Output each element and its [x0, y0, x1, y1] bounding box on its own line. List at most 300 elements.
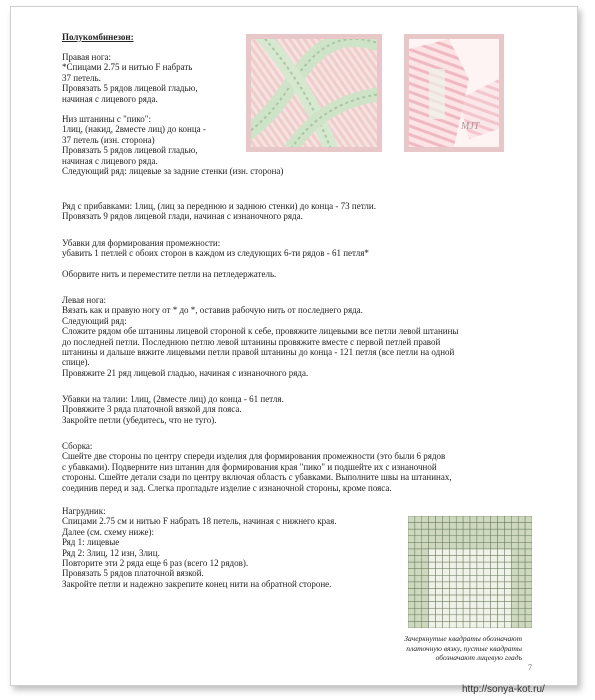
- stockinette-cell: [442, 602, 449, 609]
- stockinette-cell: [429, 556, 436, 563]
- crotch-decreases-block: [62, 238, 369, 259]
- stockinette-cell: [498, 608, 505, 615]
- stockinette-cell: [449, 562, 456, 569]
- stockinette-cell: [470, 595, 477, 602]
- stockinette-cell: [491, 549, 498, 556]
- stockinette-cell: [491, 595, 498, 602]
- garter-stitch-cell: [463, 542, 470, 549]
- crotch-decreases-line: убавить 1 петлей с обоих сторон в каждом из следующих 6-ти рядов - 61 петля*: [62, 248, 369, 259]
- left-leg-line: Вязать как и правую ногу от * до *, оставив рабочую нить от последнего ряда.: [62, 305, 363, 316]
- garter-stitch-cell: [415, 588, 422, 595]
- assembly-line: с убавками). Подверните низ штанин для формирования края "пико" и подшейте их с изнаночной: [62, 461, 437, 472]
- increases-block: [62, 201, 376, 222]
- stockinette-cell: [477, 575, 484, 582]
- stockinette-cell: [470, 582, 477, 589]
- garter-stitch-cell: [422, 615, 429, 622]
- stockinette-cell: [456, 575, 463, 582]
- garter-stitch-cell: [415, 516, 422, 523]
- increases-line: Провязать 9 рядов лицевой глади, начиная с изнаночного ряда.: [62, 211, 303, 222]
- stockinette-cell: [436, 569, 443, 576]
- stockinette-cell: [498, 575, 505, 582]
- left-leg-block: [62, 295, 458, 378]
- bib-line: Повторите эти 2 ряда еще 6 раз (всего 12 рядов).: [62, 558, 249, 569]
- garter-stitch-cell: [511, 516, 518, 523]
- stockinette-cell: [477, 556, 484, 563]
- garter-stitch-cell: [442, 529, 449, 536]
- garter-stitch-cell: [429, 523, 436, 530]
- stockinette-cell: [498, 556, 505, 563]
- garter-stitch-cell: [408, 615, 415, 622]
- garter-stitch-cell: [436, 542, 443, 549]
- stockinette-cell: [449, 549, 456, 556]
- waist-line: Провяжите 3 ряда платочной вязкой для пояса.: [62, 404, 242, 415]
- left-leg-line: Провяжите 21 ряд лицевой гладью, начиная с изнаночного ряда.: [62, 367, 309, 378]
- garter-stitch-cell: [415, 621, 422, 628]
- left-leg-line: Сложите рядом обе штанины лицевой стороной к себе, провяжите лицевыми все петли левой штанины: [62, 326, 459, 337]
- garter-stitch-cell: [518, 621, 525, 628]
- stockinette-cell: [456, 615, 463, 622]
- garter-stitch-cell: [504, 523, 511, 530]
- garter-stitch-cell: [504, 516, 511, 523]
- garter-stitch-cell: [518, 615, 525, 622]
- garter-stitch-cell: [408, 549, 415, 556]
- waist-block: [62, 394, 284, 425]
- garter-stitch-cell: [456, 523, 463, 530]
- bib-line: Нагрудник:: [62, 506, 106, 516]
- garter-stitch-cell: [408, 562, 415, 569]
- stockinette-cell: [491, 615, 498, 622]
- stockinette-cell: [456, 549, 463, 556]
- stockinette-cell: [456, 588, 463, 595]
- stockinette-cell: [491, 562, 498, 569]
- stockinette-cell: [491, 602, 498, 609]
- stockinette-cell: [449, 602, 456, 609]
- garter-stitch-cell: [498, 523, 505, 530]
- garter-stitch-cell: [408, 608, 415, 615]
- garter-stitch-cell: [408, 602, 415, 609]
- stockinette-cell: [449, 615, 456, 622]
- stockinette-cell: [456, 582, 463, 589]
- assembly-line: стороны. Сшейте детали сзади по центру включая область с убавками. Выполните швы на штанинах,: [62, 472, 452, 483]
- garter-stitch-cell: [525, 562, 532, 569]
- stockinette-cell: [477, 582, 484, 589]
- stockinette-cell: [429, 621, 436, 628]
- garter-stitch-cell: [422, 516, 429, 523]
- garter-stitch-cell: [504, 529, 511, 536]
- stockinette-cell: [477, 549, 484, 556]
- garter-stitch-cell: [511, 556, 518, 563]
- photo-garment-frame: [404, 34, 504, 152]
- garter-stitch-cell: [525, 608, 532, 615]
- garter-stitch-cell: [415, 615, 422, 622]
- garter-stitch-cell: [484, 536, 491, 543]
- stockinette-cell: [449, 595, 456, 602]
- garter-stitch-cell: [504, 542, 511, 549]
- garter-stitch-cell: [429, 516, 436, 523]
- garter-stitch-cell: [429, 529, 436, 536]
- garter-stitch-cell: [518, 556, 525, 563]
- right-leg-block: [62, 52, 198, 104]
- garter-stitch-cell: [422, 556, 429, 563]
- stockinette-cell: [484, 615, 491, 622]
- stockinette-cell: [491, 582, 498, 589]
- garter-stitch-cell: [422, 562, 429, 569]
- stockinette-cell: [477, 595, 484, 602]
- stockinette-cell: [463, 595, 470, 602]
- garter-stitch-cell: [518, 608, 525, 615]
- stockinette-cell: [442, 582, 449, 589]
- braid-knit-photo: [251, 39, 377, 147]
- garter-stitch-cell: [436, 516, 443, 523]
- stockinette-cell: [484, 569, 491, 576]
- stockinette-cell: [484, 575, 491, 582]
- stockinette-cell: [484, 595, 491, 602]
- garter-stitch-cell: [408, 556, 415, 563]
- garter-stitch-cell: [422, 595, 429, 602]
- garter-stitch-cell: [415, 556, 422, 563]
- stockinette-cell: [429, 549, 436, 556]
- section-title: Полукомбинезон:: [62, 32, 134, 42]
- stockinette-cell: [442, 562, 449, 569]
- stockinette-cell: [484, 582, 491, 589]
- stockinette-cell: [436, 602, 443, 609]
- garter-stitch-cell: [415, 595, 422, 602]
- picot-bottom-line: 1лиц, (накид, 2вместе лиц) до конца -: [62, 124, 206, 135]
- assembly-line: соединив перед и зад. Слегка прогладьте изделие с изнаночной стороны, кроме пояса.: [62, 482, 392, 493]
- stockinette-cell: [429, 615, 436, 622]
- garter-stitch-cell: [408, 529, 415, 536]
- garter-stitch-cell: [518, 575, 525, 582]
- garter-stitch-cell: [456, 536, 463, 543]
- garter-stitch-cell: [442, 542, 449, 549]
- garter-stitch-cell: [518, 549, 525, 556]
- stockinette-cell: [491, 608, 498, 615]
- garter-stitch-cell: [408, 621, 415, 628]
- stockinette-cell: [504, 575, 511, 582]
- stockinette-cell: [463, 556, 470, 563]
- garter-stitch-cell: [408, 523, 415, 530]
- garter-stitch-cell: [422, 569, 429, 576]
- stockinette-cell: [436, 582, 443, 589]
- stockinette-cell: [456, 595, 463, 602]
- garter-stitch-cell: [484, 529, 491, 536]
- crotch-decreases-line: Убавки для формирования промежности:: [62, 238, 221, 248]
- garter-stitch-cell: [422, 529, 429, 536]
- garter-stitch-cell: [477, 516, 484, 523]
- garter-stitch-cell: [518, 602, 525, 609]
- stockinette-cell: [449, 588, 456, 595]
- garter-stitch-cell: [422, 536, 429, 543]
- stockinette-cell: [429, 562, 436, 569]
- garter-stitch-cell: [477, 536, 484, 543]
- garter-stitch-cell: [422, 621, 429, 628]
- garter-stitch-cell: [477, 523, 484, 530]
- garter-stitch-cell: [415, 523, 422, 530]
- garter-stitch-cell: [429, 542, 436, 549]
- increases-line: Ряд с прибавками: 1лиц, (лиц за переднюю и заднюю стенки) до конца - 73 петли.: [62, 201, 376, 211]
- stockinette-cell: [456, 608, 463, 615]
- stockinette-cell: [484, 588, 491, 595]
- left-leg-line: Следующий ряд:: [62, 315, 127, 326]
- stockinette-cell: [456, 602, 463, 609]
- garter-stitch-cell: [525, 575, 532, 582]
- assembly-line: Сшейте две стороны по центру спереди изделия для формирования промежности (это были 6 рядов: [62, 451, 446, 462]
- stockinette-cell: [470, 621, 477, 628]
- stockinette-cell: [456, 621, 463, 628]
- stockinette-cell: [484, 549, 491, 556]
- stockinette-cell: [449, 621, 456, 628]
- stockinette-cell: [477, 608, 484, 615]
- garter-stitch-cell: [518, 562, 525, 569]
- garter-stitch-cell: [415, 582, 422, 589]
- garter-stitch-cell: [456, 516, 463, 523]
- garter-stitch-cell: [525, 602, 532, 609]
- garter-stitch-cell: [422, 608, 429, 615]
- chart-caption-line: обозначают лицевую гладь: [435, 653, 522, 662]
- stockinette-cell: [463, 602, 470, 609]
- garter-stitch-cell: [518, 536, 525, 543]
- break-yarn-text: Оборвите нить и переместите петли на петледержатель.: [62, 269, 277, 279]
- garter-stitch-cell: [436, 536, 443, 543]
- stockinette-cell: [449, 569, 456, 576]
- garter-stitch-cell: [477, 542, 484, 549]
- garter-stitch-cell: [511, 588, 518, 595]
- stockinette-cell: [498, 582, 505, 589]
- garter-stitch-cell: [436, 529, 443, 536]
- assembly-block: [62, 441, 452, 493]
- stockinette-cell: [463, 615, 470, 622]
- stockinette-cell: [429, 588, 436, 595]
- stockinette-cell: [436, 556, 443, 563]
- garter-stitch-cell: [525, 549, 532, 556]
- left-leg-line: спице).: [62, 357, 90, 368]
- stockinette-cell: [491, 588, 498, 595]
- stockinette-cell: [498, 562, 505, 569]
- garter-stitch-cell: [518, 569, 525, 576]
- stockinette-cell: [436, 615, 443, 622]
- garter-stitch-cell: [408, 536, 415, 543]
- garter-stitch-cell: [422, 549, 429, 556]
- stockinette-cell: [484, 608, 491, 615]
- picot-bottom-line: Низ штанины с "пико":: [62, 114, 151, 124]
- garter-stitch-cell: [456, 542, 463, 549]
- left-leg-line: штанины и дальше вяжите лицевыми петли правой штанины до конца - 121 петля (все петли на одной: [62, 347, 455, 358]
- garter-stitch-cell: [415, 608, 422, 615]
- garter-stitch-cell: [484, 516, 491, 523]
- picot-bottom-line: начиная с лицевого ряда.: [62, 155, 158, 166]
- stockinette-cell: [436, 621, 443, 628]
- stockinette-cell: [442, 588, 449, 595]
- garter-stitch-cell: [442, 523, 449, 530]
- garter-stitch-cell: [525, 569, 532, 576]
- bib-line: Ряд 2: 3лиц, 12 изн, 3лиц.: [62, 547, 160, 558]
- stockinette-cell: [498, 621, 505, 628]
- stockinette-cell: [463, 562, 470, 569]
- stockinette-cell: [436, 608, 443, 615]
- garter-stitch-cell: [415, 575, 422, 582]
- stockinette-cell: [504, 608, 511, 615]
- garter-stitch-cell: [511, 523, 518, 530]
- stockinette-cell: [491, 556, 498, 563]
- garter-stitch-cell: [511, 582, 518, 589]
- garter-stitch-cell: [408, 595, 415, 602]
- stockinette-cell: [442, 569, 449, 576]
- photo-braid-frame: [246, 34, 382, 152]
- stockinette-cell: [429, 595, 436, 602]
- garter-stitch-cell: [491, 523, 498, 530]
- stockinette-cell: [429, 608, 436, 615]
- bib-knitting-chart: [408, 516, 532, 628]
- left-leg-line: Левая нога:: [62, 295, 107, 305]
- stockinette-cell: [470, 608, 477, 615]
- stockinette-cell: [456, 569, 463, 576]
- garter-stitch-cell: [511, 595, 518, 602]
- chart-caption-line: платочную вязку, пустые квадраты: [406, 643, 522, 653]
- garter-stitch-cell: [504, 536, 511, 543]
- stockinette-cell: [498, 615, 505, 622]
- left-leg-line: до последней петли. Последнюю петлю левой штанины провяжите вместе с первой петлей правой: [62, 336, 441, 347]
- garter-stitch-cell: [498, 542, 505, 549]
- garter-stitch-cell: [525, 516, 532, 523]
- garter-stitch-cell: [422, 588, 429, 595]
- garter-stitch-cell: [429, 536, 436, 543]
- stockinette-cell: [477, 562, 484, 569]
- stockinette-cell: [442, 615, 449, 622]
- garter-stitch-cell: [511, 575, 518, 582]
- garter-stitch-cell: [408, 588, 415, 595]
- stockinette-cell: [449, 556, 456, 563]
- garter-stitch-cell: [511, 562, 518, 569]
- garter-stitch-cell: [511, 608, 518, 615]
- source-url[interactable]: http://sonya-kot.ru/: [462, 684, 545, 695]
- stockinette-cell: [498, 588, 505, 595]
- stockinette-cell: [456, 556, 463, 563]
- garter-stitch-cell: [415, 536, 422, 543]
- stockinette-cell: [477, 621, 484, 628]
- garter-stitch-cell: [463, 516, 470, 523]
- garter-stitch-cell: [484, 523, 491, 530]
- waist-line: Убавки на талии: 1лиц, (2вместе лиц) до конца - 61 петля.: [62, 394, 284, 404]
- garter-stitch-cell: [422, 602, 429, 609]
- garter-stitch-cell: [498, 536, 505, 543]
- stockinette-cell: [477, 588, 484, 595]
- stockinette-cell: [463, 608, 470, 615]
- garter-stitch-cell: [449, 529, 456, 536]
- stockinette-cell: [449, 608, 456, 615]
- garter-stitch-cell: [525, 556, 532, 563]
- photo2-signature: MJT: [461, 121, 480, 132]
- garter-stitch-cell: [525, 595, 532, 602]
- garter-stitch-cell: [463, 529, 470, 536]
- bib-line: Далее (см. схему ниже):: [62, 526, 154, 537]
- garter-stitch-cell: [511, 549, 518, 556]
- stockinette-cell: [504, 562, 511, 569]
- garter-stitch-cell: [518, 595, 525, 602]
- stockinette-cell: [470, 569, 477, 576]
- garter-stitch-cell: [511, 615, 518, 622]
- stockinette-cell: [498, 549, 505, 556]
- garter-stitch-cell: [511, 602, 518, 609]
- garter-stitch-cell: [491, 529, 498, 536]
- bib-block: [62, 506, 337, 589]
- garter-stitch-cell: [408, 582, 415, 589]
- garter-stitch-cell: [470, 536, 477, 543]
- stockinette-cell: [442, 608, 449, 615]
- stockinette-cell: [504, 602, 511, 609]
- garter-stitch-cell: [511, 542, 518, 549]
- stockinette-cell: [470, 588, 477, 595]
- assembly-line: Сборка:: [62, 441, 93, 451]
- garter-stitch-cell: [518, 542, 525, 549]
- stockinette-cell: [463, 569, 470, 576]
- garter-stitch-cell: [415, 549, 422, 556]
- stockinette-cell: [429, 602, 436, 609]
- right-leg-line: Провязать 5 рядов лицевой гладью,: [62, 83, 198, 94]
- stockinette-cell: [470, 556, 477, 563]
- garter-stitch-cell: [422, 582, 429, 589]
- stockinette-cell: [491, 569, 498, 576]
- stockinette-cell: [498, 602, 505, 609]
- garter-stitch-cell: [518, 588, 525, 595]
- garter-stitch-cell: [408, 575, 415, 582]
- stockinette-cell: [504, 569, 511, 576]
- stockinette-cell: [429, 575, 436, 582]
- stockinette-cell: [504, 549, 511, 556]
- stockinette-cell: [470, 602, 477, 609]
- picot-bottom-line: 37 петель (изн. сторона): [62, 134, 155, 145]
- garter-stitch-cell: [470, 529, 477, 536]
- stockinette-cell: [498, 595, 505, 602]
- garter-stitch-cell: [518, 582, 525, 589]
- chart-caption-line: Зачеркнутые квадраты обозначают: [404, 634, 522, 643]
- garter-stitch-cell: [422, 523, 429, 530]
- garter-stitch-cell: [408, 569, 415, 576]
- garter-stitch-cell: [525, 615, 532, 622]
- stockinette-cell: [449, 582, 456, 589]
- garter-stitch-cell: [511, 569, 518, 576]
- garter-stitch-cell: [525, 536, 532, 543]
- stockinette-cell: [484, 562, 491, 569]
- stockinette-cell: [442, 549, 449, 556]
- stockinette-cell: [436, 549, 443, 556]
- stockinette-cell: [463, 549, 470, 556]
- stockinette-cell: [491, 621, 498, 628]
- chart-caption: [392, 634, 522, 663]
- garter-stitch-cell: [422, 542, 429, 549]
- garter-stitch-cell: [498, 529, 505, 536]
- picot-bottom-line: Провязать 5 рядов лицевой гладью,: [62, 145, 198, 156]
- striped-garment-photo: [409, 39, 499, 147]
- stockinette-cell: [477, 569, 484, 576]
- stockinette-cell: [498, 569, 505, 576]
- garter-stitch-cell: [415, 542, 422, 549]
- stockinette-cell: [456, 562, 463, 569]
- garter-stitch-cell: [415, 562, 422, 569]
- garter-stitch-cell: [408, 516, 415, 523]
- stockinette-cell: [442, 595, 449, 602]
- garter-stitch-cell: [518, 523, 525, 530]
- garter-stitch-cell: [470, 516, 477, 523]
- garter-stitch-cell: [518, 516, 525, 523]
- garter-stitch-cell: [525, 582, 532, 589]
- garter-stitch-cell: [415, 602, 422, 609]
- stockinette-cell: [429, 582, 436, 589]
- garter-stitch-cell: [415, 569, 422, 576]
- stockinette-cell: [470, 549, 477, 556]
- garter-stitch-cell: [525, 529, 532, 536]
- stockinette-cell: [470, 562, 477, 569]
- stockinette-cell: [484, 602, 491, 609]
